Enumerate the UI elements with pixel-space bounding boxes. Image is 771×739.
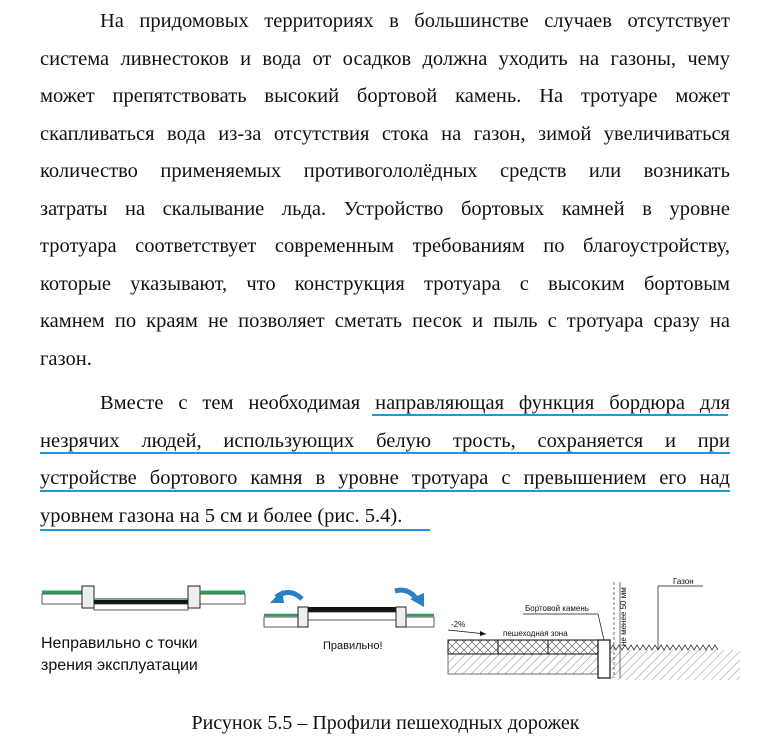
p1-line: может препятствовать высокий бортовой камень. На тротуаре может xyxy=(40,85,730,107)
p1-line: система ливнестоков и вода от осадков должна уходить на газоны, чему xyxy=(40,47,730,70)
label-curb: Бортовой камень xyxy=(525,604,589,613)
label-zone: пешеходная зона xyxy=(503,629,568,638)
p1-line: скапливаться вода из-за отсутствия стока на газон, зимой увеличиваться xyxy=(40,122,730,145)
p1-line: На придомовых территориях в большинстве случаев отсутствует xyxy=(100,10,730,32)
p2-line: уровнем газона на 5 см и более (рис. 5.4). xyxy=(40,504,403,527)
p2-line: Вместе с тем необходимая направляющая функция бордюра для xyxy=(100,392,730,414)
highlight-underline xyxy=(40,529,430,531)
label-lawn: Газон xyxy=(673,577,694,586)
paragraph-1 xyxy=(40,3,730,378)
paragraph-2 xyxy=(40,385,730,535)
caption-wrong-line: зрения эксплуатации xyxy=(41,657,198,674)
highlight-underline xyxy=(40,490,730,492)
highlight-underline xyxy=(40,452,730,454)
figure-title: Рисунок 5.5 – Профили пешеходных дорожек xyxy=(191,712,580,734)
p2-line: устройстве бортового камня в уровне тротуара с превышением его над xyxy=(40,467,730,489)
p1-line: тротуара соответствует современным требованиям по благоустройству, xyxy=(40,235,730,257)
label-slope: -2% xyxy=(451,620,466,629)
profile-right-drawing xyxy=(262,585,437,635)
p1-line: количество применяемых противогололёдных средств или возникать xyxy=(40,160,730,182)
profile-detail-drawing xyxy=(448,578,748,688)
p1-line: газон. xyxy=(40,347,92,370)
p1-line: затраты на скалывание льда. Устройство бортовых камней в уровне xyxy=(40,197,730,220)
p1-line: которые указывают, что конструкция тротуара с высоким бортовым xyxy=(40,272,730,295)
p1-line: камнем по краям не позволяет сметать песок и пыль с тротуара сразу на xyxy=(40,310,730,332)
caption-wrong xyxy=(41,633,198,677)
highlight-underline xyxy=(372,414,728,416)
caption-right: Правильно! xyxy=(323,640,383,652)
label-height: не менее 50 мм xyxy=(619,587,628,646)
caption-wrong-line: Неправильно с точки xyxy=(41,635,198,652)
profile-wrong-drawing xyxy=(40,582,250,622)
p2-line: незрячих людей, использующих белую трость, сохраняется и при xyxy=(40,429,730,452)
